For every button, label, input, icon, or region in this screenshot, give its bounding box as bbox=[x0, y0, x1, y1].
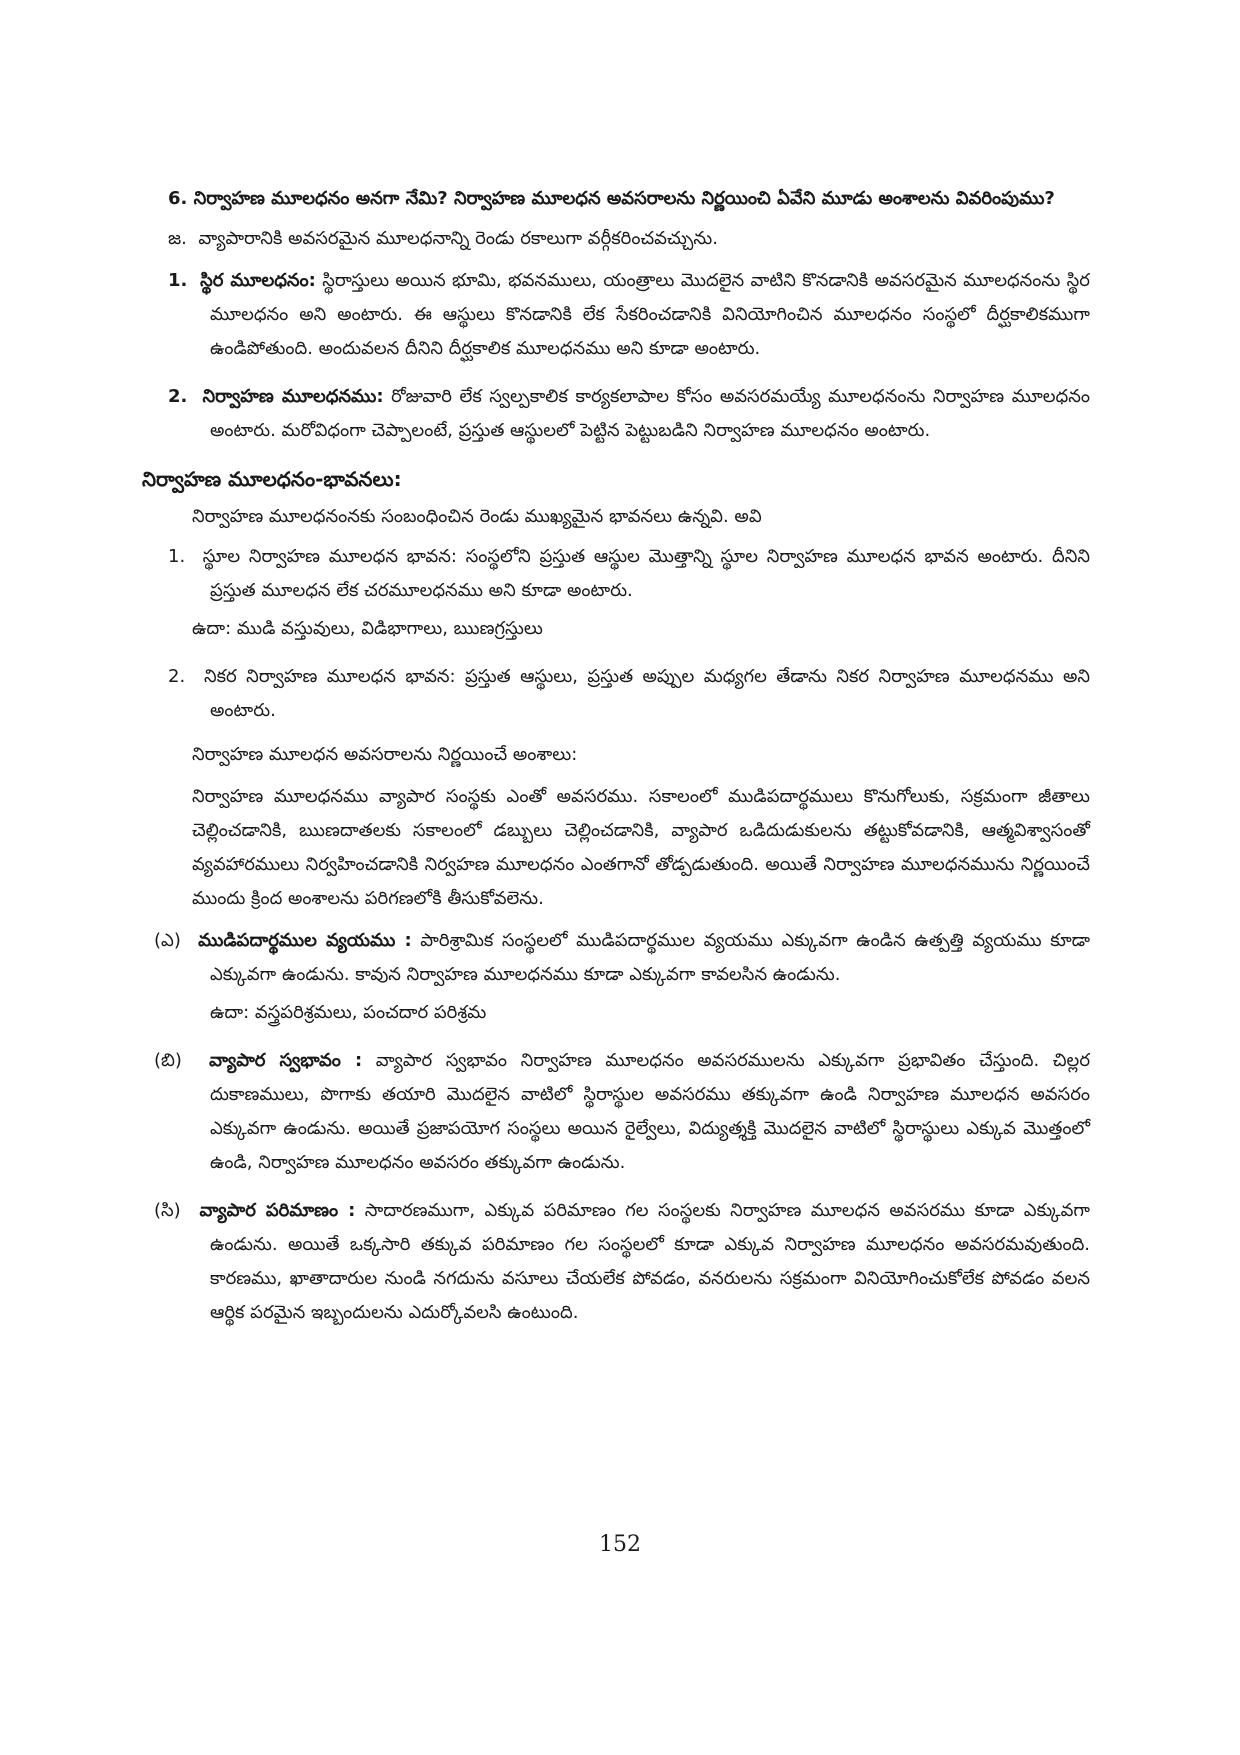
factors-heading: నిర్వాహణ మూలధన అవసరాలను నిర్ణయించే అంశాలు: bbox=[192, 744, 578, 765]
factor-term: వ్యాపార స్వభావం : bbox=[209, 1050, 363, 1071]
capital-type-text: స్థిరాస్తులు అయిన భూమి, భవనములు, యంత్రాలు మొదలైన వాటిని కొనడానికి అవసరమైన మూలధనంను స్థిర మూలధనం అని అంటారు. ఈ ఆస్థులు కొనడానికి లేక సేకరించడానికి వినియోగించిన మూలధనం సంస్థలో దీర్ఘకాలికముగా ఉండిపోతుంది. అందువలన దీనిని దీర్ఘకాలిక మూలధనము అని కూడా అంటారు. bbox=[210, 270, 1090, 359]
factor-business-size bbox=[154, 1194, 1090, 1330]
factor-raw-materials-example: ఉదా: వస్త్రపరిశ్రమలు, పంచదార పరిశ్రమ bbox=[210, 1002, 487, 1023]
concept-text: నికర నిర్వాహణ మూలధన భావన: ప్రస్తుత ఆస్థులు, ప్రస్తుత అప్పుల మధ్యగల తేడాను నికర నిర్వాహణ మూలధనము అని అంటారు. bbox=[204, 666, 1090, 721]
answer-intro bbox=[168, 222, 1090, 256]
question-number: 6. bbox=[168, 188, 188, 209]
question bbox=[168, 182, 1090, 216]
factor-business-nature bbox=[154, 1044, 1090, 1180]
concept-number: 1. bbox=[168, 546, 186, 567]
factor-text: వ్యాపార స్వభావం నిర్వాహణ మూలధనం అవసరములను ఎక్కువగా ప్రభావితం చేస్తుంది. చిల్లర దుకాణములు, పొగాకు తయారి మొదలైన వాటిలో స్థిరాస్థుల అవసరము తక్కువగా ఉండి నిర్వాహణ మూలధన అవసరం ఎక్కువగా ఉండును. అయితే ప్రజాపయోగ సంస్థలు అయిన రైల్వేలు, విద్యుత్శక్తి మొదలైన వాటిలో స్థిరాస్థులు ఎక్కువ మొత్తంలో ఉండి, నిర్వాహణ మూలధనం అవసరం తక్కువగా ఉండును. bbox=[210, 1050, 1090, 1173]
factor-text: పారిశ్రామిక సంస్థలలో ముడిపదార్థముల వ్యయము ఎక్కువగా ఉండిన ఉత్పత్తి వ్యయము కూడా ఎక్కువగా ఉండును. కావున నిర్వాహణ మూలధనము కూడా ఎక్కువగా కావలసిన ఉండును. bbox=[210, 930, 1090, 985]
concepts-intro: నిర్వాహణ మూలధనంనకు సంబంధించిన రెండు ముఖ్యమైన భావనలు ఉన్నవి. అవి bbox=[192, 506, 762, 527]
factor-marker: (బి) bbox=[154, 1050, 182, 1071]
question-text: నిర్వాహణ మూలధనం అనగా నేమి? నిర్వాహణ మూలధన అవసరాలను నిర్ణయించి ఏవేని మూడు అంశాలను వివరింపుము? bbox=[193, 188, 1055, 209]
concept-gross-example: ఉదా: ముడి వస్తువులు, విడిభాగాలు, ఋణగ్రస్తులు bbox=[192, 618, 543, 639]
concept-gross bbox=[168, 540, 1090, 608]
factor-text: సాదారణముగా, ఎక్కువ పరిమాణం గల సంస్థలకు నిర్వాహణ మూలధన అవసరము కూడా ఎక్కువగా ఉండును. అయితే ఒక్కసారి తక్కువ పరిమాణం గల సంస్థలలో కూడా ఎక్కువ నిర్వాహణ మూలధనం అవసరమవుతుంది. కారణము, ఖాతాదారుల నుండి నగదును వసూలు చేయలేక పోవడం, వనరులను సక్రమంగా వినియోగించుకోలేక పోవడం వలన ఆర్థిక పరమైన ఇబ్బందులను ఎదుర్కోవలసి ఉంటుంది. bbox=[210, 1200, 1091, 1323]
capital-type-text: రోజువారి లేక స్వల్పకాలిక కార్యకలాపాల కోసం అవసరమయ్యే మూలధనంను నిర్వాహణ మూలధనం అంటారు. మరోవిధంగా చెప్పాలంటే, ప్రస్తుత ఆస్థులలో పెట్టిన పెట్టుబడిని నిర్వాహణ మూలధనం అంటారు. bbox=[210, 386, 1090, 441]
factor-term: ముడిపదార్థముల వ్యయము : bbox=[198, 930, 412, 951]
capital-type-working bbox=[168, 380, 1090, 448]
capital-type-number: 2. bbox=[168, 386, 188, 407]
factor-term: వ్యాపార పరిమాణం : bbox=[199, 1200, 356, 1221]
factor-raw-materials bbox=[154, 924, 1090, 992]
capital-type-number: 1. bbox=[168, 270, 188, 291]
concepts-heading: నిర్వాహణ మూలధనం-భావనలు: bbox=[142, 467, 402, 491]
answer-marker: జ. bbox=[168, 228, 187, 249]
factor-marker: (ఎ) bbox=[154, 930, 181, 951]
page-number: 152 bbox=[599, 1532, 641, 1557]
capital-type-term: నిర్వాహణ మూలధనము: bbox=[202, 386, 384, 407]
page-content bbox=[142, 182, 1091, 1334]
capital-type-fixed bbox=[168, 264, 1090, 366]
concept-net bbox=[168, 660, 1090, 728]
answer-text: వ్యాపారానికి అవసరమైన మూలధనాన్ని రెండు రకాలుగా వర్గీకరించవచ్చును. bbox=[198, 228, 718, 249]
capital-type-term: స్థిర మూలధనం: bbox=[200, 270, 316, 291]
concept-number: 2. bbox=[168, 666, 186, 687]
concept-text: స్థూల నిర్వాహణ మూలధన భావన: సంస్థలోని ప్రస్తుత ఆస్థుల మొత్తాన్ని స్థూల నిర్వాహణ మూలధన భావన అంటారు. దీనిని ప్రస్తుత మూలధన లేక చరమూలధనము అని కూడా అంటారు. bbox=[202, 546, 1090, 601]
factors-intro: నిర్వాహణ మూలధనము వ్యాపార సంస్థకు ఎంతో అవసరము. సకాలంలో ముడిపదార్థములు కొనుగోలుకు, సక్రమంగా జీతాలు చెల్లించడానికి, ఋణదాతలకు సకాలంలో డబ్బులు చెల్లించడానికి, వ్యాపార ఒడిదుడుకులను తట్టుకోవడానికి, ఆత్మవిశ్వాసంతో వ్యవహారములు నిర్వహించడానికి నిర్వహణ మూలధనం ఎంతగానో తోడ్పడుతుంది. అయితే నిర్వాహణ మూలధనమును నిర్ణయించే ముందు క్రింద అంశాలను పరిగణలోకి తీసుకోవలెను. bbox=[192, 786, 1090, 909]
factor-marker: (సి) bbox=[154, 1200, 181, 1221]
